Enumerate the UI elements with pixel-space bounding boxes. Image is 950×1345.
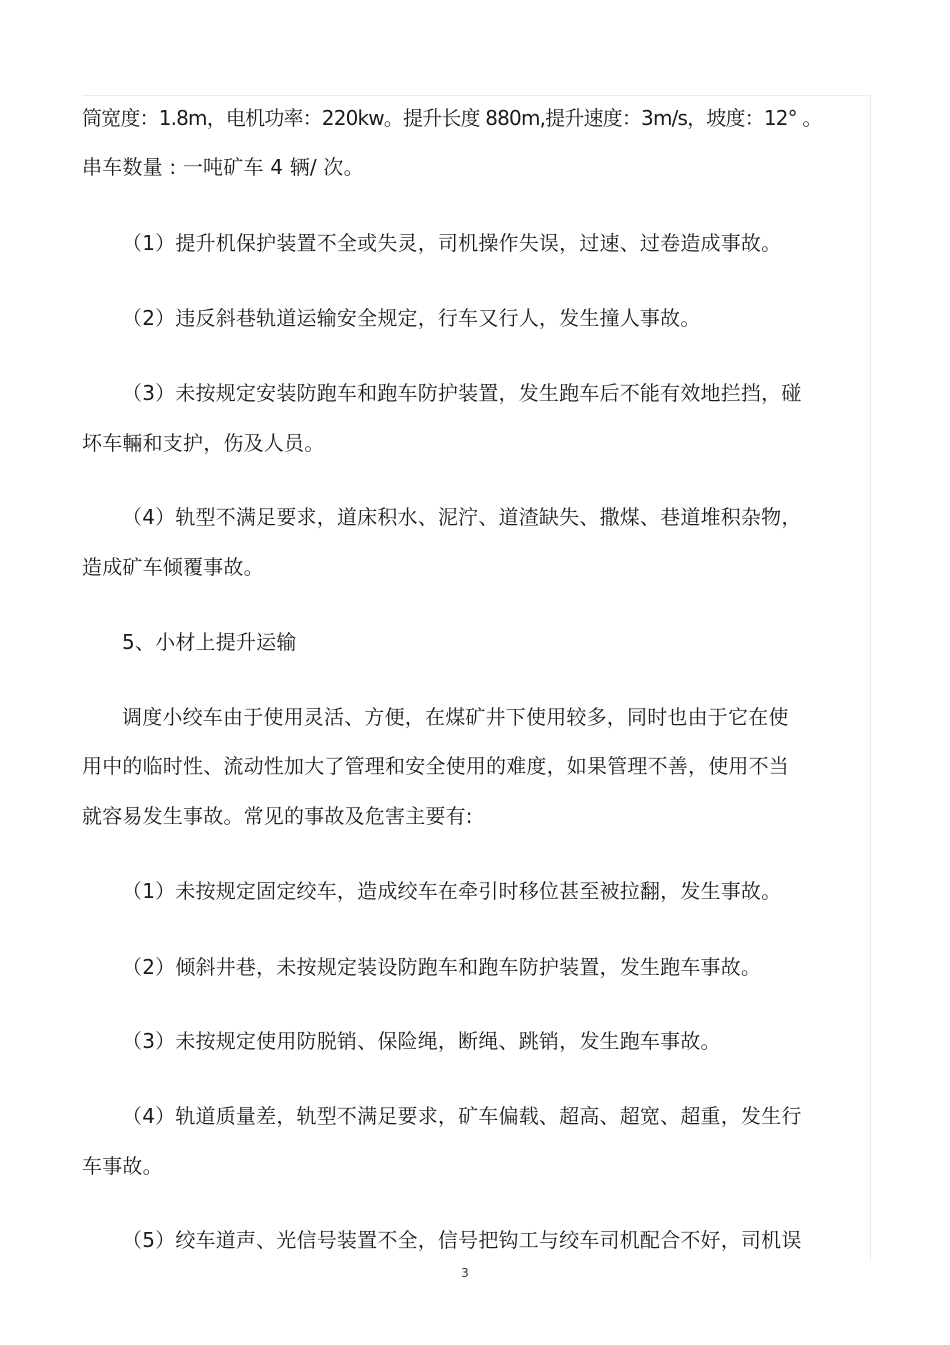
- list-item: （4）轨道质量差，轨型不满足要求，矿车偏载、超高、超宽、超重，发生行: [122, 1104, 802, 1128]
- list-item: （2）倾斜井巷，未按规定装设防跑车和跑车防护装置，发生跑车事故。: [122, 955, 762, 979]
- list-item: （5）绞车道声、光信号装置不全，信号把钩工与绞车司机配合不好，司机误: [122, 1228, 802, 1252]
- text-line: 坏车輛和支护，伤及人员。: [82, 431, 325, 455]
- list-item: （3）未按规定使用防脱销、保险绳，断绳、跳销，发生跑车事故。: [122, 1029, 721, 1053]
- text-line: 车事故。: [82, 1154, 163, 1178]
- list-item: （3）未按规定安装防跑车和跑车防护装置，发生跑车后不能有效地拦挡，碰: [122, 381, 802, 405]
- list-item: （1）未按规定固定绞车，造成绞车在牵引时移位甚至被拉翻，发生事故。: [122, 879, 782, 903]
- section-heading: 5、小材上提升运输: [122, 630, 297, 654]
- text-line: 造成矿车倾覆事故。: [82, 555, 264, 579]
- list-item: （2）违反斜巷轨道运输安全规定，行车又行人，发生撞人事故。: [122, 306, 701, 330]
- paragraph-line: 用中的临时性、流动性加大了管理和安全使用的难度，如果管理不善，使用不当: [82, 754, 789, 778]
- text-line: 筒宽度：1.8m，电机功率：220kw。提升长度 880m,提升速度：3m/s，坡度：12° 。: [82, 106, 822, 130]
- list-item: （1）提升机保护装置不全或失灵，司机操作失误，过速、过卷造成事故。: [122, 231, 782, 255]
- list-item: （4）轨型不满足要求，道床积水、泥泞、道渣缺失、撒煤、巷道堆积杂物，: [122, 505, 802, 529]
- text-line: 串车数量 : 一吨矿车 4 辆/ 次。: [82, 155, 364, 179]
- paragraph-line: 就容易发生事故。常见的事故及危害主要有:: [82, 804, 473, 828]
- page-number: 3: [461, 1266, 469, 1280]
- page-frame: [82, 95, 871, 1262]
- paragraph-line: 调度小绞车由于使用灵活、方便，在煤矿井下使用较多，同时也由于它在使: [122, 705, 789, 729]
